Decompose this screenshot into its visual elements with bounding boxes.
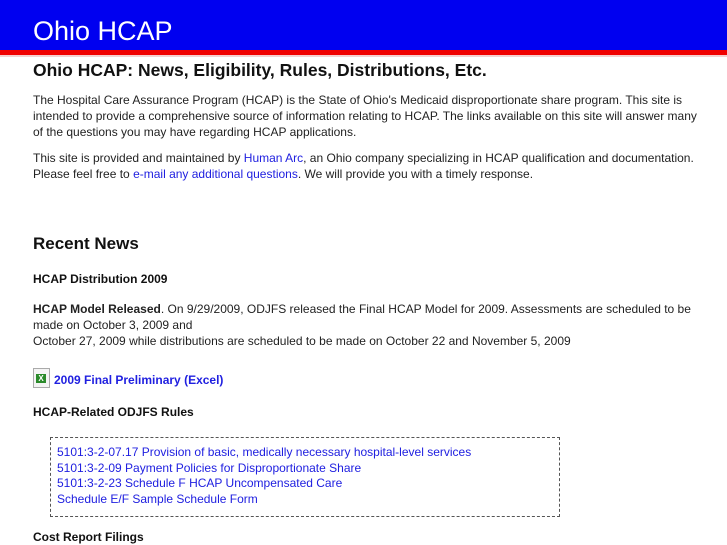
rule-link[interactable]: 5101:3-2-23 Schedule F HCAP Uncompensated Care — [57, 476, 343, 490]
model-text: October 27, 2009 while distributions are scheduled to be made on October 22 and November 5, 2009 — [33, 333, 571, 348]
provided-text: . We will provide you with a timely response. — [297, 166, 534, 181]
recent-news-heading: Recent News — [33, 234, 139, 253]
rules-link-box — [50, 437, 560, 517]
rules-heading: HCAP-Related ODJFS Rules — [33, 405, 194, 419]
rule-link[interactable]: 5101:3-2-09 Payment Policies for Disproportionate Share — [57, 460, 362, 475]
model-text: . On 9/29/2009, ODJFS released the Final HCAP Model for 2009. Assessments are scheduled to be made on October 3, 2009 and — [33, 302, 691, 332]
site-header — [0, 0, 727, 50]
model-paragraph — [33, 302, 703, 349]
email-link[interactable]: e-mail any additional questions — [133, 166, 298, 181]
model-bold: HCAP Model Released — [33, 302, 161, 316]
rule-link[interactable]: 5101:3-2-07.17 Provision of basic, medically necessary hospital-level services — [57, 445, 472, 459]
intro-paragraph: The Hospital Care Assurance Program (HCAP) is the State of Ohio's Medicaid disproportionate share program. This site is intended to provide a comprehensive source of information relating to HCAP. The links available on this site will answer many of the questions you may have regarding HCAP applications. — [33, 93, 697, 139]
provided-text: This site is provided and maintained by — [33, 151, 244, 165]
provided-text: , an Ohio company specializing in HCAP qualification and documentation. Please feel free to — [33, 151, 694, 181]
distribution-heading: HCAP Distribution 2009 — [33, 272, 168, 286]
excel-file-icon: X — [33, 368, 50, 388]
human-arc-link[interactable]: Human Arc — [243, 151, 304, 165]
header-divider — [0, 55, 727, 57]
rule-link[interactable]: Schedule E/F Sample Schedule Form — [57, 491, 258, 506]
excel-link[interactable]: 2009 Final Preliminary (Excel) — [54, 373, 224, 387]
cost-report-heading: Cost Report Filings — [33, 530, 144, 544]
provided-paragraph — [33, 151, 703, 183]
site-title: Ohio HCAP — [33, 16, 173, 46]
page-title: Ohio HCAP: News, Eligibility, Rules, Distributions, Etc. — [33, 60, 487, 80]
excel-download — [33, 368, 223, 388]
